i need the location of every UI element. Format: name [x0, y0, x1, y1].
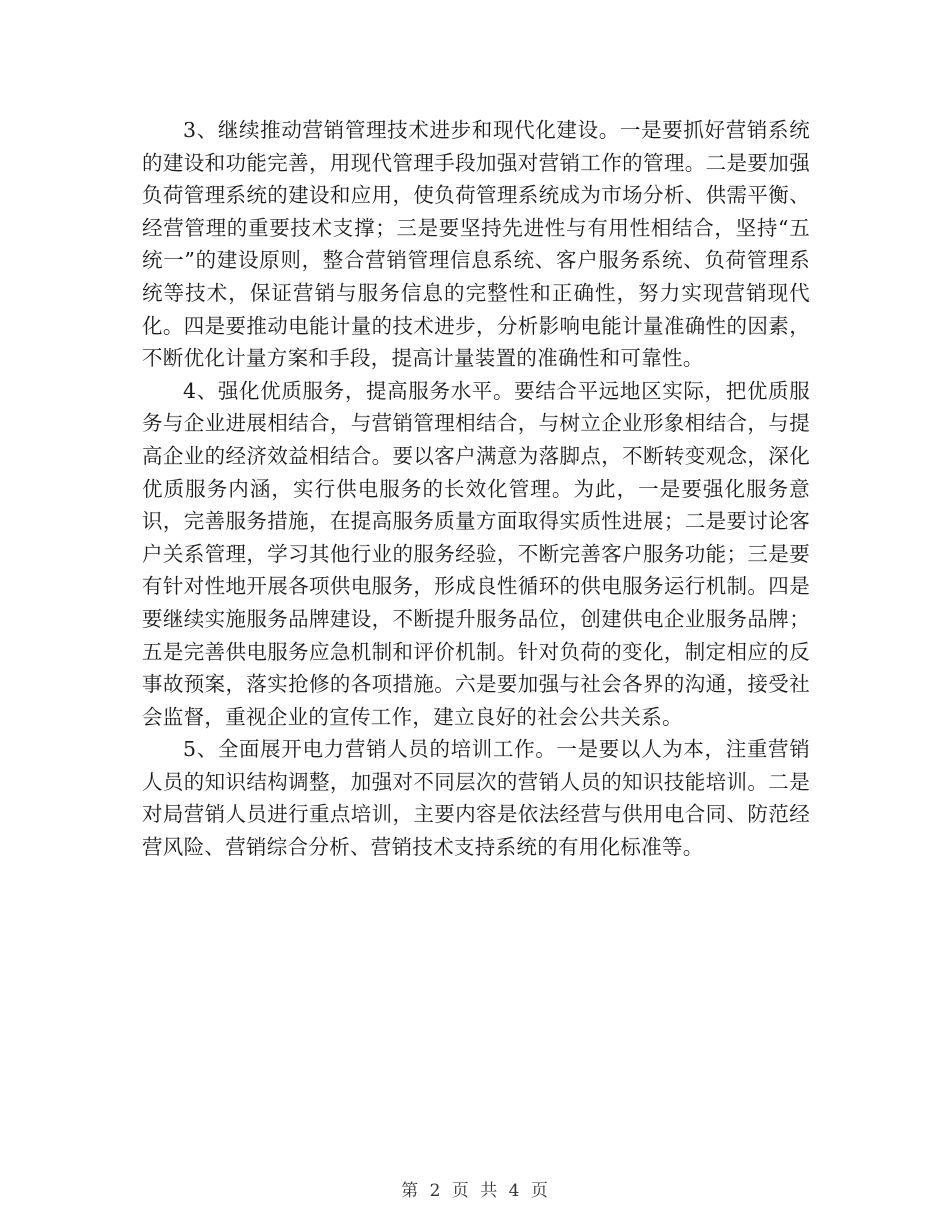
page-label-mid2: 共: [480, 1181, 499, 1201]
current-page-number: 2: [429, 1181, 442, 1201]
page-label-mid1: 页: [451, 1181, 470, 1201]
paragraph-5: 5、全面展开电力营销人员的培训工作。一是要以人为本，注重营销人员的知识结构调整，加强对不同层次的营销人员的知识技能培训。二是对局营销人员进行重点培训，主要内容是依法经营与供用电合同、防范经营风险、营销综合分析、营销技术支持系统的有用化标准等。: [142, 737, 810, 860]
document-body: [142, 114, 810, 864]
paragraph-4: 4、强化优质服务，提高服务水平。要结合平远地区实际，把优质服务与企业进展相结合，与营销管理相结合，与树立企业形象相结合，与提高企业的经济效益相结合。要以客户满意为落脚点，不断转变观念，深化优质服务内涵，实行供电服务的长效化管理。为此，一是要强化服务意识，完善服务措施，在提高服务质量方面取得实质性进展；二是要讨论客户关系管理，学习其他行业的服务经验，不断完善客户服务功能；三是要有针对性地开展各项供电服务，形成良性循环的供电服务运行机制。四是要继续实施服务品牌建设，不断提升服务品位，创建供电企业服务品牌；五是完善供电服务应急机制和评价机制。针对负荷的变化，制定相应的反事故预案，落实抢修的各项措施。六是要加强与社会各界的沟通，接受社会监督，重视企业的宣传工作，建立良好的社会公共关系。: [142, 378, 810, 729]
page-footer: [0, 1176, 950, 1201]
paragraph-3: 3、继续推动营销管理技术进步和现代化建设。一是要抓好营销系统的建设和功能完善，用现代管理手段加强对营销工作的管理。二是要加强负荷管理系统的建设和应用，使负荷管理系统成为市场分析、供需平衡、经营管理的重要技术支撑；三是要坚持先进性与有用性相结合，坚持“五统一”的建设原则，整合营销管理信息系统、客户服务系统、负荷管理系统等技术，保证营销与服务信息的完整性和正确性，努力实现营销现代化。四是要推动电能计量的技术进步，分析影响电能计量准确性的因素，不断优化计量方案和手段，提高计量装置的准确性和可靠性。: [142, 118, 810, 371]
page-label-prefix: 第: [401, 1181, 420, 1201]
total-pages-number: 4: [508, 1181, 521, 1201]
page-label-suffix: 页: [530, 1181, 549, 1201]
